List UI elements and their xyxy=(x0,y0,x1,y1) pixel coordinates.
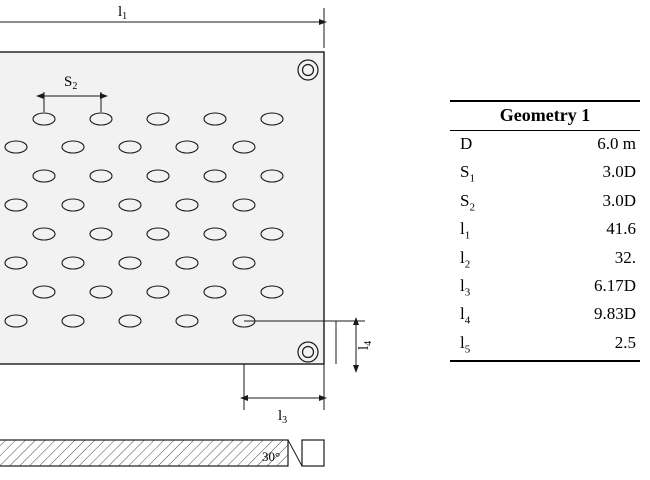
table-row xyxy=(450,245,640,273)
label-angle: 30° xyxy=(262,449,281,464)
row-symbol: $S_2$ xyxy=(460,190,475,214)
row-value: 41.6 xyxy=(606,219,636,239)
row-symbol: $l_5$ xyxy=(450,330,520,361)
row-value: 9.83D xyxy=(593,304,636,324)
label-s2: $S_2$ xyxy=(64,74,78,92)
table-row xyxy=(450,188,640,216)
label-l4: $l_4$ xyxy=(356,340,374,350)
table-row xyxy=(450,301,640,329)
table-row xyxy=(450,216,640,244)
row-symbol: $l_3$ xyxy=(460,275,471,299)
table-row xyxy=(450,159,640,187)
row-value: 6.17D xyxy=(593,275,636,295)
row-symbol: $l_1$ xyxy=(460,219,471,242)
row-symbol: $l_2$ xyxy=(460,247,471,270)
dimension-l3 xyxy=(248,364,324,410)
dimension-l1 xyxy=(0,8,324,48)
row-value: 6.0 m xyxy=(597,134,636,153)
row-symbol: $S_1$ xyxy=(460,162,475,185)
row-symbol: $l_4$ xyxy=(460,304,471,327)
geometry-parameters-table xyxy=(450,100,640,362)
row-value: 3.0D xyxy=(602,190,636,210)
geometry-table xyxy=(450,100,650,362)
row-symbol: D xyxy=(460,134,473,153)
table-row xyxy=(450,131,640,159)
row-value: 32. xyxy=(614,247,636,267)
label-l3: $l_3$ xyxy=(278,408,288,426)
perforated-plate xyxy=(0,52,324,364)
row-value: 2.5 xyxy=(520,330,640,361)
row-value: 3.0D xyxy=(602,162,636,182)
table-row xyxy=(450,330,640,361)
table-row xyxy=(450,273,640,301)
geometry-table-body xyxy=(450,131,640,361)
geometry-table-title: Geometry 1 xyxy=(450,100,640,131)
label-l1: $l_1$ xyxy=(118,4,128,22)
